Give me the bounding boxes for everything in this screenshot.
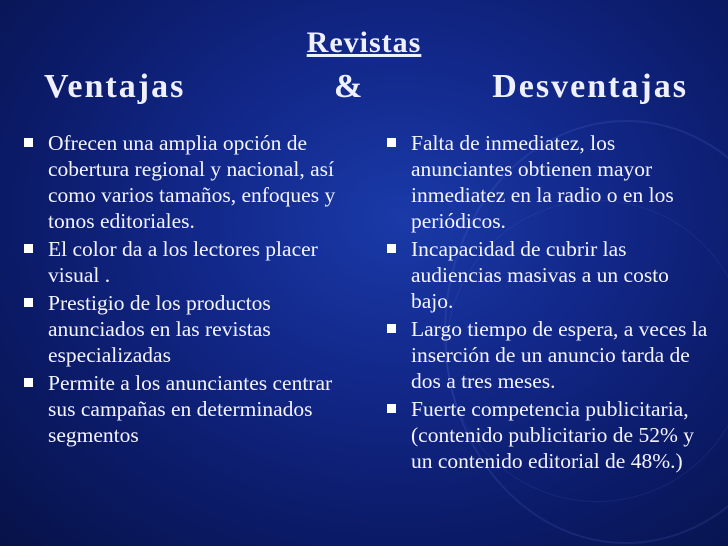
ventaja-text: El color da a los lectores placer visual . <box>48 237 318 287</box>
ventaja-text: Permite a los anunciantes centrar sus campañas en determinados segmentos <box>48 371 333 447</box>
subtitle-ampersand: & <box>334 68 365 105</box>
desventaja-item <box>385 130 715 234</box>
slide-title: Revistas <box>306 26 422 59</box>
square-bullet-icon <box>24 298 33 307</box>
square-bullet-icon <box>387 404 396 413</box>
square-bullet-icon <box>387 138 396 147</box>
ventaja-item <box>22 370 348 448</box>
desventajas-list <box>385 130 715 476</box>
ventaja-item <box>22 236 348 288</box>
desventaja-item <box>385 316 715 394</box>
square-bullet-icon <box>24 138 33 147</box>
ventajas-list <box>22 130 348 450</box>
desventaja-item <box>385 396 715 474</box>
ventaja-text: Ofrecen una amplia opción de cobertura regional y nacional, así como varios tamaños, enfoques y tonos editoriales. <box>48 131 336 233</box>
square-bullet-icon <box>387 324 396 333</box>
desventaja-text: Falta de inmediatez, los anunciantes obtienen mayor inmediatez en la radio o en los periódicos. <box>411 131 674 233</box>
desventaja-text: Largo tiempo de espera, a veces la inserción de un anuncio tarda de dos a tres meses. <box>411 317 708 393</box>
ventaja-text: Prestigio de los productos anunciados en las revistas especializadas <box>48 291 271 367</box>
desventaja-text: Fuerte competencia publicitaria, (contenido publicitario de 52% y un contenido editorial de 48%.) <box>411 397 695 473</box>
square-bullet-icon <box>387 244 396 253</box>
subtitle-ventajas: Ventajas <box>44 68 186 105</box>
subtitle-row <box>44 68 688 112</box>
square-bullet-icon <box>24 244 33 253</box>
subtitle-desventajas: Desventajas <box>492 68 688 105</box>
ventaja-item <box>22 290 348 368</box>
desventaja-item <box>385 236 715 314</box>
desventaja-text: Incapacidad de cubrir las audiencias masivas a un costo bajo. <box>411 237 669 313</box>
ventaja-item <box>22 130 348 234</box>
square-bullet-icon <box>24 378 33 387</box>
